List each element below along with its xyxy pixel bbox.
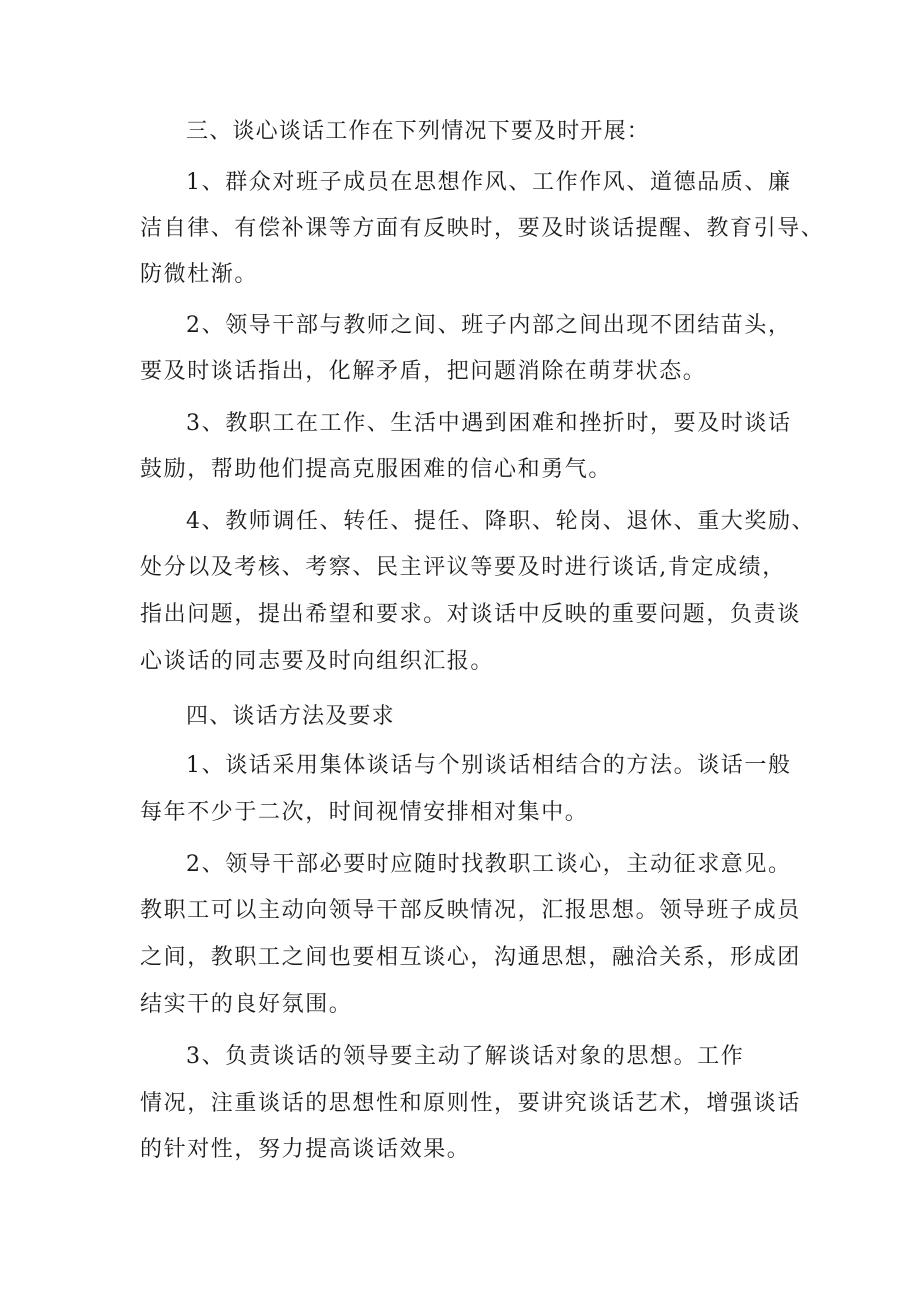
paragraph-line: 1、群众对班子成员在思想作风、工作作风、道德品质、廉 [186,170,792,195]
paragraph-line: 3、教职工在工作、生活中遇到困难和挫折时，要及时谈话 [186,411,792,436]
paragraph-line: 4、教师调任、转任、提任、降职、轮岗、退休、重大奖励、 [186,509,816,534]
paragraph-line: 指出问题，提出希望和要求。对谈话中反映的重要问题，负责谈 [140,602,801,627]
paragraph-line: 洁自律、有偿补课等方面有反映时，要及时谈话提醒、教育引导、 [140,216,825,241]
paragraph-line: 2、领导干部与教师之间、班子内部之间出现不团结苗头， [186,313,792,338]
paragraph-line: 结实干的良好氛围。 [140,992,353,1017]
paragraph-line: 心谈话的同志要及时向组织汇报。 [140,649,495,674]
paragraph-line: 处分以及考核、考察、民主评议等要及时进行谈话,肯定成绩， [140,555,786,580]
paragraph-line: 之间，教职工之间也要相互谈心，沟通思想，融洽关系，形成团 [140,945,801,970]
paragraph-line: 的针对性，努力提高谈话效果。 [140,1137,471,1162]
paragraph-line: 1、谈话采用集体谈话与个别谈话相结合的方法。谈话一般 [186,753,792,778]
section-3-heading: 三、谈心谈话工作在下列情况下要及时开展： [186,119,651,144]
paragraph-line: 2、领导干部必要时应随时找教职工谈心，主动征求意见。 [186,852,792,877]
paragraph-line: 要及时谈话指出，化解矛盾，把问题消除在萌芽状态。 [140,359,707,384]
paragraph-line: 鼓励，帮助他们提高克服困难的信心和勇气。 [140,457,613,482]
paragraph-line: 教职工可以主动向领导干部反映情况，汇报思想。领导班子成员 [140,898,801,923]
paragraph-line: 3、负责谈话的领导要主动了解谈话对象的思想。工作 [186,1044,745,1069]
paragraph-line: 情况，注重谈话的思想性和原则性，要讲究谈话艺术，增强谈话 [140,1091,801,1116]
section-4-heading: 四、谈话方法及要求 [186,704,395,729]
paragraph-line: 防微杜渐。 [140,262,259,287]
paragraph-line: 每年不少于二次，时间视情安排相对集中。 [140,800,589,825]
